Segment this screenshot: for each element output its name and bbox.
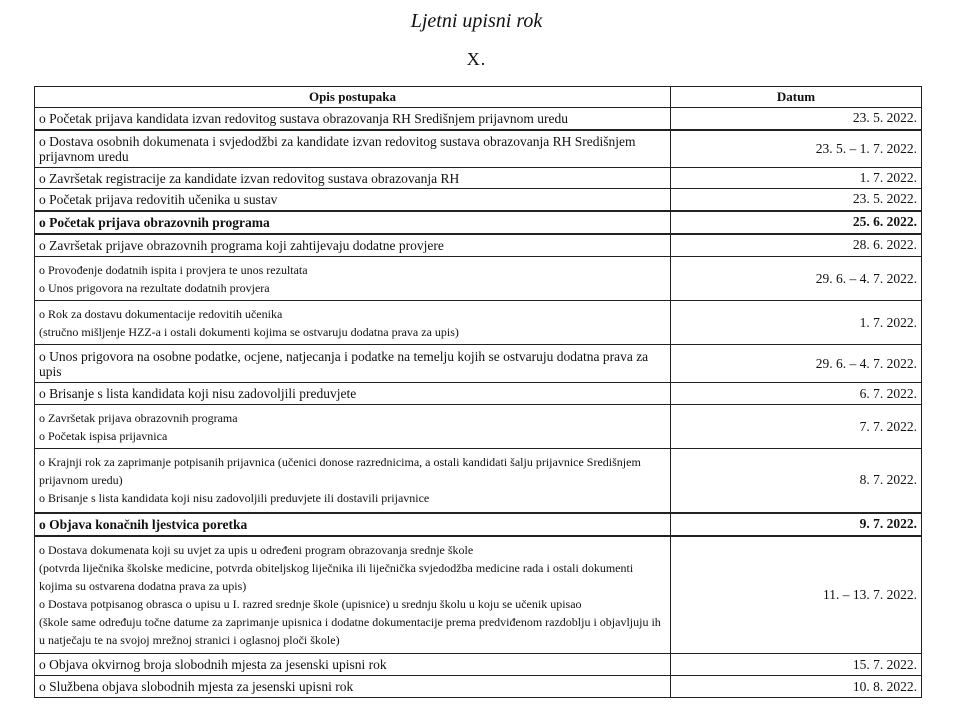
header-date: Datum bbox=[671, 87, 922, 108]
table-row bbox=[35, 301, 922, 345]
row-line: o Brisanje s lista kandidata koji nisu zadovoljili preduvjete bbox=[39, 386, 357, 401]
row-description bbox=[35, 189, 671, 211]
header-description: Opis postupaka bbox=[35, 87, 671, 108]
table-row bbox=[35, 257, 922, 301]
row-line: (stručno mišljenje HZZ-a i ostali dokumenti kojima se ostvaruju dodatna prava za upis) bbox=[39, 324, 459, 339]
row-line: o Završetak prijava obrazovnih programa bbox=[39, 410, 238, 425]
row-line: o Provođenje dodatnih ispita i provjera te unos rezultata bbox=[39, 262, 308, 277]
row-line: o Dostava potpisanog obrasca o upisu u I. razred srednje škole (upisnice) u srednju školu u koju se učenik upisao bbox=[39, 596, 582, 611]
row-date: 23. 5. 2022. bbox=[671, 189, 922, 211]
row-line: o Objava okvirnog broja slobodnih mjesta za jesenski upisni rok bbox=[39, 657, 387, 672]
row-date: 1. 7. 2022. bbox=[671, 168, 922, 189]
row-line: o Brisanje s lista kandidata koji nisu zadovoljili preduvjete ili dostavili prijavnice bbox=[39, 491, 430, 506]
row-line: o Unos prigovora na osobne podatke, ocjene, natjecanja i podatke na temelju kojih se ostvaruju dodatna prava za upis bbox=[39, 348, 649, 379]
row-line: o Završetak registracije za kandidate izvan redovitog sustava obrazovanja RH bbox=[39, 170, 460, 186]
row-line: o Rok za dostavu dokumentacije redovitih učenika bbox=[39, 306, 283, 321]
table-row bbox=[35, 676, 922, 698]
table-row bbox=[35, 654, 922, 676]
row-line: o Početak ispisa prijavnica bbox=[39, 428, 168, 443]
row-line: o Početak prijava redovitih učenika u sustav bbox=[39, 191, 278, 207]
row-description bbox=[35, 108, 671, 130]
row-date: 8. 7. 2022. bbox=[671, 449, 922, 513]
row-line: o Unos prigovora na rezultate dodatnih provjera bbox=[39, 280, 270, 295]
row-description bbox=[35, 654, 671, 676]
table-row bbox=[35, 405, 922, 449]
row-description bbox=[35, 211, 671, 234]
row-line: o Objava konačnih ljestvica poretka bbox=[39, 516, 248, 532]
row-description bbox=[35, 257, 671, 301]
row-description bbox=[35, 301, 671, 345]
table-row bbox=[35, 536, 922, 654]
table-row bbox=[35, 234, 922, 257]
row-description bbox=[35, 383, 671, 405]
table-row bbox=[35, 449, 922, 513]
row-date: 9. 7. 2022. bbox=[671, 513, 922, 536]
row-description bbox=[35, 130, 671, 168]
table-row bbox=[35, 108, 922, 130]
row-date: 23. 5. – 1. 7. 2022. bbox=[671, 130, 922, 168]
row-description bbox=[35, 676, 671, 698]
row-date: 15. 7. 2022. bbox=[671, 654, 922, 676]
row-date: 23. 5. 2022. bbox=[671, 108, 922, 130]
row-date: 28. 6. 2022. bbox=[671, 234, 922, 257]
row-date: 1. 7. 2022. bbox=[671, 301, 922, 345]
row-description bbox=[35, 234, 671, 257]
row-description bbox=[35, 513, 671, 536]
table-row bbox=[35, 211, 922, 234]
row-date: 6. 7. 2022. bbox=[671, 383, 922, 405]
section-number: X. bbox=[466, 49, 487, 69]
row-line: o Početak prijava kandidata izvan redovitog sustava obrazovanja RH Središnjem prijavnom uredu bbox=[39, 110, 568, 126]
table-header-row bbox=[35, 87, 922, 108]
row-line: o Dostava osobnih dokumenata i svjedodžbi za kandidate izvan redovitog sustava obrazovanja RH Središnjem prijavnom uredu bbox=[39, 133, 636, 164]
row-date: 29. 6. – 4. 7. 2022. bbox=[671, 345, 922, 383]
row-date: 7. 7. 2022. bbox=[671, 405, 922, 449]
table-row bbox=[35, 383, 922, 405]
table-row bbox=[35, 189, 922, 211]
table-row bbox=[35, 168, 922, 189]
row-line: (škole same određuju točne datume za zaprimanje upisnica i dodatne dokumentacije prema predviđenom razdoblju i objavljuju ih u natječaju te na svojoj mrežnoj stranici i oglasnoj ploči škole) bbox=[39, 614, 661, 647]
row-description bbox=[35, 345, 671, 383]
row-date: 11. – 13. 7. 2022. bbox=[671, 536, 922, 654]
row-description bbox=[35, 168, 671, 189]
row-line: o Završetak prijave obrazovnih programa koji zahtijevaju dodatne provjere bbox=[39, 237, 444, 253]
row-date: 29. 6. – 4. 7. 2022. bbox=[671, 257, 922, 301]
table-row bbox=[35, 513, 922, 536]
row-date: 10. 8. 2022. bbox=[671, 676, 922, 698]
row-line: o Početak prijava obrazovnih programa bbox=[39, 214, 270, 230]
row-line: (potvrda liječnika školske medicine, potvrda obiteljskog liječnika ili liječnička svjedodžba medicine rada i ostali dokumenti kojima su ostvarena dodatna prava za upis) bbox=[39, 560, 634, 593]
table-row bbox=[35, 130, 922, 168]
row-description bbox=[35, 536, 671, 654]
row-line: o Službena objava slobodnih mjesta za jesenski upisni rok bbox=[39, 679, 354, 694]
table-row bbox=[35, 345, 922, 383]
row-date: 25. 6. 2022. bbox=[671, 211, 922, 234]
row-description bbox=[35, 449, 671, 513]
row-description bbox=[35, 405, 671, 449]
row-line: o Krajnji rok za zaprimanje potpisanih prijavnica (učenici donose razrednicima, a ostali kandidati šalju prijavnice Središnjem prijavnom uredu) bbox=[39, 455, 641, 488]
document-title: Ljetni upisni rok bbox=[410, 10, 543, 32]
schedule-table bbox=[34, 86, 922, 698]
row-line: o Dostava dokumenata koji su uvjet za upis u određeni program obrazovanja srednje škole bbox=[39, 542, 474, 557]
